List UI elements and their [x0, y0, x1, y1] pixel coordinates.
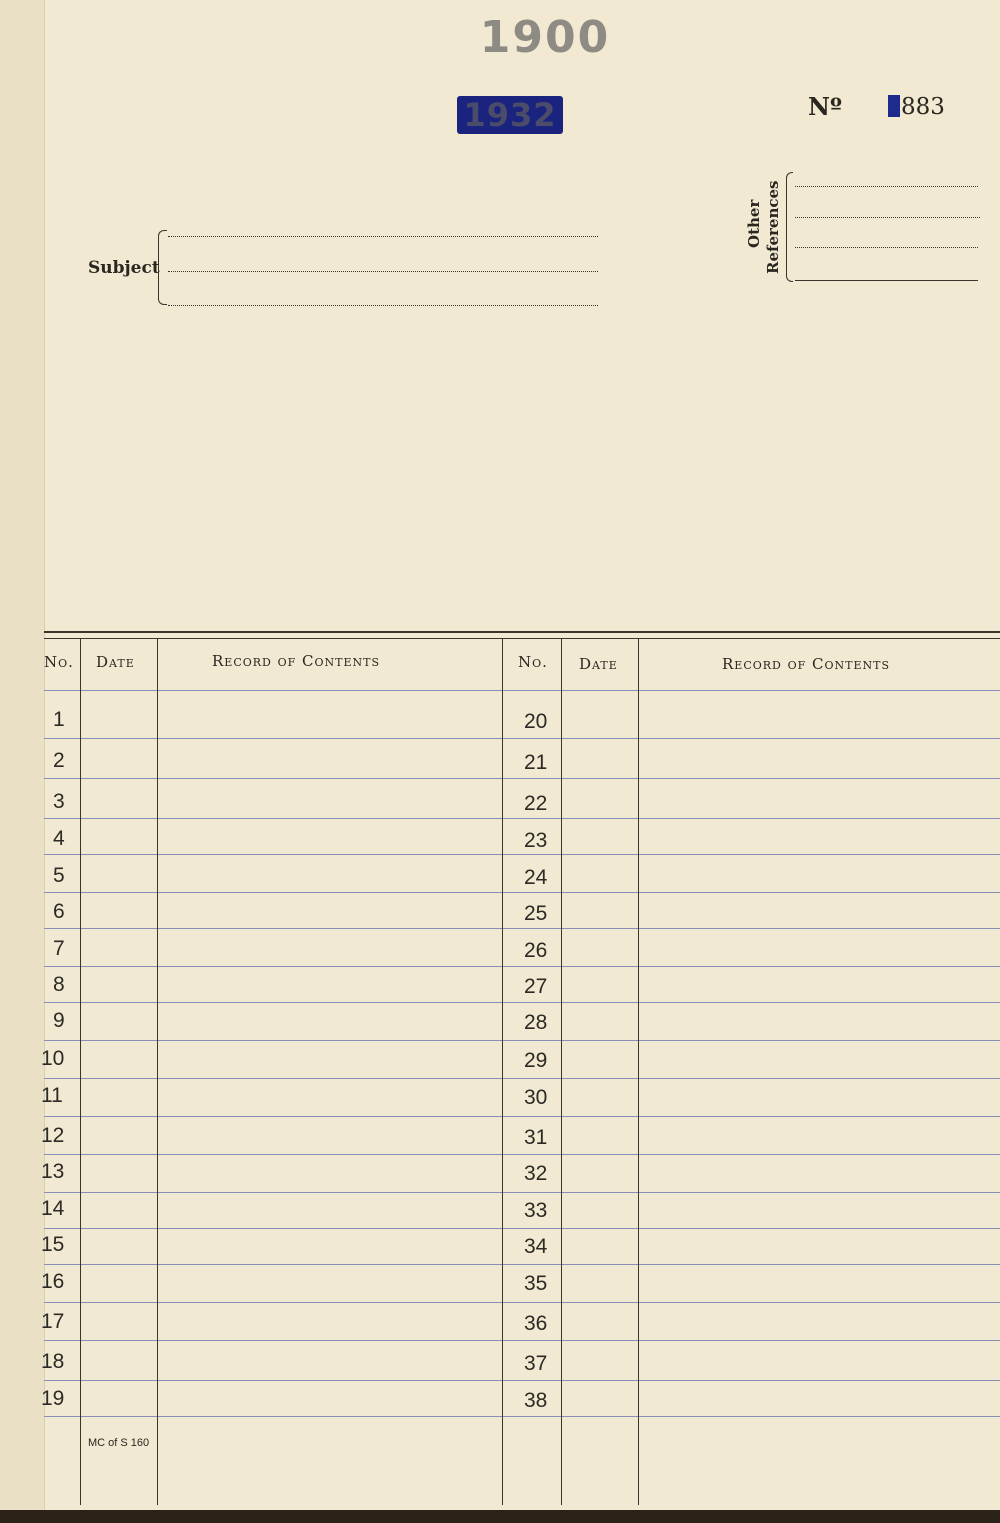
- row-number-left: 12: [41, 1124, 65, 1147]
- row-number-left: 4: [53, 827, 65, 850]
- row-rule: [44, 1002, 1000, 1003]
- stamp-year-overprint: 1932: [457, 96, 563, 134]
- row-number-left: 15: [41, 1233, 65, 1256]
- subject-line-3[interactable]: [168, 305, 598, 306]
- row-number-left: 16: [41, 1270, 65, 1293]
- row-rule: [44, 1116, 1000, 1117]
- header-date-right: Date: [579, 655, 618, 673]
- row-rule: [44, 892, 1000, 893]
- row-number-right: 21: [524, 751, 548, 774]
- row-number-left: 7: [53, 937, 65, 960]
- row-number-right: 31: [524, 1126, 548, 1149]
- row-number-left: 11: [41, 1084, 63, 1107]
- row-number-left: 19: [41, 1387, 65, 1410]
- row-rule: [44, 1228, 1000, 1229]
- row-number-left: 17: [41, 1310, 65, 1333]
- row-number-right: 25: [524, 902, 548, 925]
- file-number-value: 883: [901, 94, 945, 120]
- row-number-left: 1: [53, 708, 65, 731]
- row-rule: [44, 1040, 1000, 1041]
- column-divider: [561, 638, 562, 1505]
- row-number-right: 30: [524, 1086, 548, 1109]
- subject-line-2[interactable]: [168, 271, 598, 272]
- row-number-left: 6: [53, 900, 65, 923]
- column-divider: [502, 638, 503, 1505]
- row-number-right: 20: [524, 710, 548, 733]
- other-references-line2: References: [764, 180, 782, 274]
- row-number-right: 22: [524, 792, 548, 815]
- row-number-right: 27: [524, 975, 548, 998]
- print-code: MC of S 160: [88, 1437, 150, 1449]
- column-divider: [157, 638, 158, 1505]
- other-references-line1: Other: [745, 199, 763, 248]
- header-record-right: Record of Contents: [722, 655, 891, 673]
- row-rule: [44, 1154, 1000, 1155]
- other-references-label: [742, 178, 792, 278]
- row-number-left: 13: [41, 1160, 65, 1183]
- row-rule: [44, 1264, 1000, 1265]
- row-number-left: 2: [53, 749, 65, 772]
- reference-line-1[interactable]: [795, 186, 978, 187]
- header-no-right: No.: [518, 653, 548, 671]
- row-rule: [44, 1192, 1000, 1193]
- column-divider: [638, 638, 639, 1505]
- table-top-border: [44, 631, 1000, 639]
- subject-line-1[interactable]: [168, 236, 598, 237]
- row-rule: [44, 1340, 1000, 1341]
- row-rule: [44, 1078, 1000, 1079]
- row-number-left: 8: [53, 973, 65, 996]
- references-brace-icon: [786, 172, 793, 282]
- row-number-left: 14: [41, 1197, 65, 1220]
- row-number-left: 9: [53, 1009, 65, 1032]
- header-date-left: Date: [96, 653, 135, 671]
- row-number-right: 23: [524, 829, 548, 852]
- row-number-left: 3: [53, 790, 65, 813]
- reference-line-2[interactable]: [795, 217, 980, 218]
- row-number-right: 38: [524, 1389, 548, 1412]
- column-divider: [80, 638, 81, 1505]
- ink-blot-icon: [888, 95, 900, 117]
- reference-line-4[interactable]: [795, 280, 978, 281]
- bottom-edge: [0, 1510, 1000, 1523]
- number-label: Nº: [808, 92, 842, 121]
- row-number-left: 5: [53, 864, 65, 887]
- row-rule: [44, 818, 1000, 819]
- row-number-right: 36: [524, 1312, 548, 1335]
- file-number: [888, 94, 945, 120]
- row-rule: [44, 854, 1000, 855]
- reference-line-3[interactable]: [795, 247, 978, 248]
- row-rule: [44, 738, 1000, 739]
- row-rule: [44, 778, 1000, 779]
- stamp-year: 1900: [479, 12, 611, 63]
- row-rule: [44, 1416, 1000, 1417]
- row-rule: [44, 928, 1000, 929]
- row-rule: [44, 966, 1000, 967]
- row-number-right: 29: [524, 1049, 548, 1072]
- row-number-right: 24: [524, 866, 548, 889]
- subject-label: Subject: [88, 258, 160, 278]
- row-number-right: 28: [524, 1011, 548, 1034]
- subject-brace-icon: [158, 230, 167, 305]
- row-number-right: 35: [524, 1272, 548, 1295]
- row-rule: [44, 1380, 1000, 1381]
- row-rule: [44, 1302, 1000, 1303]
- row-number-left: 10: [41, 1047, 65, 1070]
- row-number-right: 33: [524, 1199, 548, 1222]
- row-number-left: 18: [41, 1350, 65, 1373]
- row-number-right: 32: [524, 1162, 548, 1185]
- row-number-right: 37: [524, 1352, 548, 1375]
- binding-spine: [0, 0, 45, 1510]
- row-number-right: 26: [524, 939, 548, 962]
- header-record-left: Record of Contents: [212, 652, 381, 670]
- row-number-right: 34: [524, 1235, 548, 1258]
- row-rule: [44, 690, 1000, 691]
- header-no-left: No.: [44, 653, 74, 671]
